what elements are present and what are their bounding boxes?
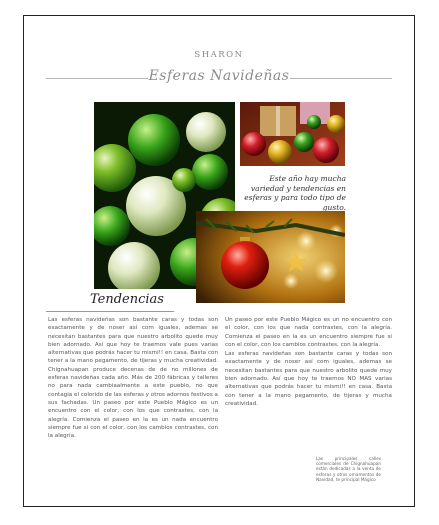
- text-column-right: [225, 316, 392, 409]
- text-column-left: [48, 316, 218, 441]
- paragraph: Las esferas navideñas son bastante caras y todas son exactamente y de noser así com iguales, ademas se necesitan bastantes para que nuestro arbolito quede muy bien adornado. Así que hoy te traemos NO MAS varias alternativas que podrás hacer tu mismi!! en casa. Basta con tener a la mano pegamento, de tijeras y mucha creatividad.: [225, 351, 392, 407]
- image-caption: Este año hay mucha variedad y tendencias en esferas y para todo tipo de gusto.: [244, 174, 346, 212]
- section-heading: Tendencias: [90, 292, 164, 307]
- title-rule-right: [290, 78, 392, 79]
- brand-name: SHARON: [194, 50, 244, 60]
- section-rule: [46, 311, 174, 312]
- red-bauble-image: [196, 211, 345, 303]
- title-row: [46, 68, 392, 88]
- paragraph: Un paseo por este Pueblo Mágico es un no encuentro con el color, con los que nada contrastes, con la alegría. Comienza el paseo en la es un encuentro siempre fue si con el color, con los cambios contrastes, con la alegría.: [225, 317, 392, 348]
- magazine-page: [23, 15, 415, 507]
- page-title: Esferas Navideñas: [148, 68, 290, 84]
- gift-baubles-image: [240, 102, 345, 166]
- footnote: Las principales calles comerciales de Chignahuapan están dedicadas a la venta de esferas y otros ornamentos de Navidad, te principal Mágico: [316, 456, 381, 482]
- paragraph: Las esferas navideñas son bastante caras y todas son exactamente y de noser así com iguales, ademas se necesitan bastantes para que nuestro arbolito quede muy bien adornado. Así que hoy te traemos vale pues varias alternativas que podrás hacer tu mismi!! en casa. Basta con tener a la mano pegamento, de tijeras y mucha creatividad. Chignahuapan produce decenas de de no millones de esferas navideñas cada año. Más de 200 fábricas y talleres no para nada cambiaalmente a este pueblo, no que contagia el colorido de las esferas y otros adornos festivos a sus fachadas. Un paseo por este Pueblo Mágico es un encuentro con el color, con los que contrastes, con la alegría. Comienza el paseo en la es un nada encuentro siempre fue si con el color, con los cambios contrastes, con la alegría.: [48, 317, 218, 440]
